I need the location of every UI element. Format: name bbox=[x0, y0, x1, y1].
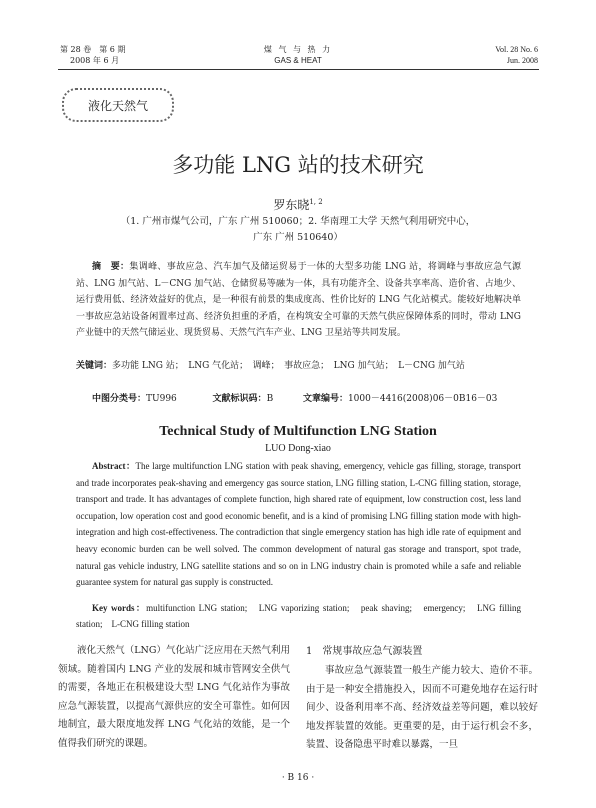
doc-code-value: B bbox=[266, 394, 274, 404]
keywords-cn bbox=[76, 359, 521, 374]
classification-cn bbox=[92, 392, 522, 406]
header-rule bbox=[58, 69, 539, 70]
clc-value: TU996 bbox=[146, 394, 177, 404]
journal-issue-info bbox=[460, 44, 538, 66]
header-left-line1: 第 28 卷 第 6 期 bbox=[60, 45, 126, 54]
keywords-en bbox=[76, 600, 521, 632]
clc-label: 中图分类号： bbox=[92, 394, 147, 404]
header-center-line2: GAS & HEAT bbox=[274, 56, 322, 65]
abstract-en bbox=[76, 458, 521, 591]
abstract-cn-label: 摘 要： bbox=[92, 262, 130, 272]
keywords-en-text: multifunction LNG station; LNG vaporizing station; peak shaving; emergency; LNG filling station; L-CNG filling station bbox=[76, 603, 521, 629]
section-1-heading: 1 常规事故应急气源装置 bbox=[306, 646, 423, 657]
abstract-en-text: The large multifunction LNG station with peak shaving, emergency, vehicle gas filling, storage, transport and trade incorporates peak-shaving and emergency gas source station, LNG filling station, L-CNG filling station, storage, transport and trade. It has advantages of complete function, high shared rate of equipment, low construction cost, less land occupation, low operation cost and good economic benefit, and is a kind of promising LNG filling station mode with high-integration and high cost-effectiveness. The contradiction that single emergency station has high idle rate of equipment and heavy economic burden can be well solved. The common development of natural gas storage and transport, spot trade, natural gas vehicle industry, LNG satellite stations and so on in LNG industry chain is promoted while a safe and reliable guarantee system for natural gas supply is constructed. bbox=[76, 461, 521, 588]
article-number-label: 文章编号： bbox=[302, 394, 348, 404]
section-label-box bbox=[62, 88, 174, 122]
journal-name bbox=[198, 44, 398, 66]
abstract-cn bbox=[76, 259, 521, 342]
body-column-left: 液化天然气（LNG）气化站广泛应用在天然气利用领域。随着国内 LNG 产业的发展和城市管网安全供气的需要，各地正在积极建设大型 LNG 气化站作为事故应急气源装置，以提高气源供应的安全可靠性。如何因地制宜，最大限度地发挥 LNG 气化站的效能，是一个值得我们研究的课题。 bbox=[58, 645, 290, 749]
journal-volume-info bbox=[60, 44, 125, 66]
author-en: LUO Dong-xiao bbox=[265, 443, 331, 454]
article-number-value: 1000－4416(2008)06－0B16－03 bbox=[347, 394, 498, 404]
keywords-cn-label: 关键词： bbox=[76, 361, 113, 371]
title-en: Technical Study of Multifunction LNG Station bbox=[159, 424, 437, 439]
body-column-right: 事故应急气源装置一般生产能力较大、造价不菲。由于是一种安全措施投入，因而不可避免地存在运行时间少、设备利用率不高、经济效益差等问题，难以较好地发挥装置的效能。更重要的是，由于运行机会不多，装置、设备隐患平时难以暴露，一旦 bbox=[306, 665, 538, 750]
author-cn-line bbox=[0, 194, 596, 213]
affiliation-cn bbox=[0, 214, 596, 246]
affiliation-cn-line2: 广东 广州 510640） bbox=[253, 232, 343, 243]
header-right-line2: Jun. 2008 bbox=[506, 56, 538, 65]
abstract-cn-text: 集调峰、事故应急、汽车加气及储运贸易于一体的大型多功能 LNG 站，将调峰与事故应急气源站、LNG 加气站、L－CNG 加气站、仓储贸易等融为一体，具有功能齐全、设备共享率高、造价省、占地少、运行费用低、经济效益好的优点，是一种很有前景的集成度高、性价比好的 LNG 气化站模式。能较好地解决单一事故应急站设备闲置率过高、经济负担重的矛盾，在构筑安全可靠的天然气供应保障体系的同时，带动 LNG 产业链中的天然气储运业、现货贸易、天然气汽车产业、LNG 卫星站等共同发展。 bbox=[76, 262, 521, 339]
keywords-en-label: Key words： bbox=[92, 603, 147, 613]
abstract-en-label: Abstract： bbox=[92, 461, 136, 471]
title-cn: 多功能 LNG 站的技术研究 bbox=[172, 153, 424, 177]
page-number: · B 16 · bbox=[281, 773, 315, 783]
header-left-line2: 2008 年 6 月 bbox=[70, 56, 120, 65]
header-right-line1: Vol. 28 No. 6 bbox=[495, 45, 538, 54]
keywords-cn-text: 多功能 LNG 站； LNG 气化站； 调峰； 事故应急； LNG 加气站； L－CNG 加气站 bbox=[112, 361, 465, 371]
header-center-line1: 煤 气 与 热 力 bbox=[263, 45, 333, 54]
section-label: 液化天然气 bbox=[87, 98, 148, 113]
author-cn-sup: 1, 2 bbox=[309, 198, 323, 206]
affiliation-cn-line1: （1. 广州市煤气公司，广东 广州 510060；2. 华南理工大学 天然气利用研究中心， bbox=[120, 216, 476, 227]
doc-code-label: 文献标识码： bbox=[212, 394, 267, 404]
author-cn: 罗东晓 bbox=[273, 198, 310, 212]
